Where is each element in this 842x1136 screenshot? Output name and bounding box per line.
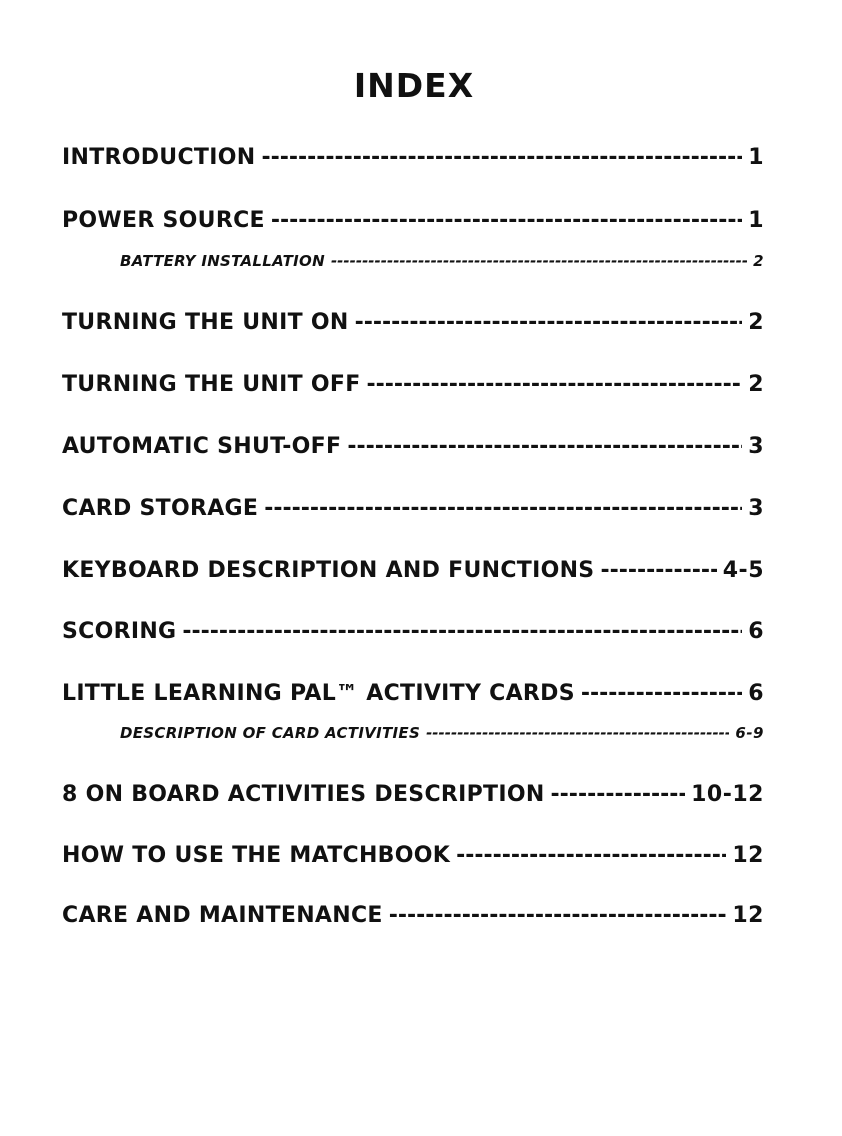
dot-leader bbox=[264, 496, 742, 521]
toc-entry-activity-cards bbox=[62, 681, 764, 706]
toc-entry-page: 6 bbox=[748, 681, 764, 706]
toc-entry-label: TURNING THE UNIT ON bbox=[62, 310, 349, 335]
toc-entry-label: LITTLE LEARNING PAL™ ACTIVITY CARDS bbox=[62, 681, 575, 706]
toc-entry-page: 2 bbox=[748, 372, 764, 397]
toc-entry-label: SCORING bbox=[62, 619, 177, 644]
toc-entry-label: 8 ON BOARD ACTIVITIES DESCRIPTION bbox=[62, 782, 545, 807]
dot-leader bbox=[456, 843, 726, 868]
toc-entry-page: 2 bbox=[748, 310, 764, 335]
toc-entry-page: 12 bbox=[732, 903, 764, 928]
toc-entry-page: 1 bbox=[748, 208, 764, 233]
dot-leader bbox=[600, 558, 716, 583]
dot-leader bbox=[389, 903, 727, 928]
toc-entry-label: TURNING THE UNIT OFF bbox=[62, 372, 361, 397]
toc-entry-keyboard-description bbox=[62, 558, 764, 583]
toc-entry-page: 6-9 bbox=[735, 724, 764, 742]
dot-leader bbox=[271, 208, 742, 233]
toc-entry-page: 1 bbox=[748, 145, 764, 170]
dot-leader bbox=[426, 724, 729, 742]
toc-entry-label: INTRODUCTION bbox=[62, 145, 256, 170]
dot-leader bbox=[367, 372, 743, 397]
toc-entry-on-board-activities bbox=[62, 782, 764, 807]
dot-leader bbox=[347, 434, 742, 459]
page-title: INDEX bbox=[353, 66, 475, 105]
dot-leader bbox=[331, 252, 747, 270]
toc-entry-page: 2 bbox=[753, 252, 764, 270]
toc-entry-page: 10-12 bbox=[691, 782, 764, 807]
toc-entry-turning-unit-on bbox=[62, 310, 764, 335]
toc-entry-card-storage bbox=[62, 496, 764, 521]
toc-entry-page: 4-5 bbox=[722, 558, 764, 583]
toc-entry-label: BATTERY INSTALLATION bbox=[120, 252, 325, 270]
toc-entry-page: 12 bbox=[732, 843, 764, 868]
toc-subentry-battery-installation bbox=[120, 252, 764, 270]
toc-entry-label: AUTOMATIC SHUT-OFF bbox=[62, 434, 342, 459]
toc-entry-turning-unit-off bbox=[62, 372, 764, 397]
toc-entry-matchbook bbox=[62, 843, 764, 868]
dot-leader bbox=[261, 145, 742, 170]
toc-entry-care-maintenance bbox=[62, 903, 764, 928]
toc-entry-page: 3 bbox=[748, 434, 764, 459]
toc-entry-label: CARE AND MAINTENANCE bbox=[62, 903, 383, 928]
toc-entry-page: 6 bbox=[748, 619, 764, 644]
dot-leader bbox=[355, 310, 743, 335]
toc-entry-label: HOW TO USE THE MATCHBOOK bbox=[62, 843, 451, 868]
toc-entry-page: 3 bbox=[748, 496, 764, 521]
toc-entry-label: CARD STORAGE bbox=[62, 496, 259, 521]
toc-entry-label: KEYBOARD DESCRIPTION AND FUNCTIONS bbox=[62, 558, 595, 583]
toc-entry-power-source bbox=[62, 208, 764, 233]
toc-entry-automatic-shut-off bbox=[62, 434, 764, 459]
toc-entry-label: DESCRIPTION OF CARD ACTIVITIES bbox=[120, 724, 421, 742]
toc-entry-scoring bbox=[62, 619, 764, 644]
dot-leader bbox=[182, 619, 742, 644]
toc-entry-label: POWER SOURCE bbox=[62, 208, 265, 233]
dot-leader bbox=[581, 681, 742, 706]
toc-entry-introduction bbox=[62, 145, 764, 170]
toc-subentry-card-activities bbox=[120, 724, 764, 742]
dot-leader bbox=[551, 782, 686, 807]
